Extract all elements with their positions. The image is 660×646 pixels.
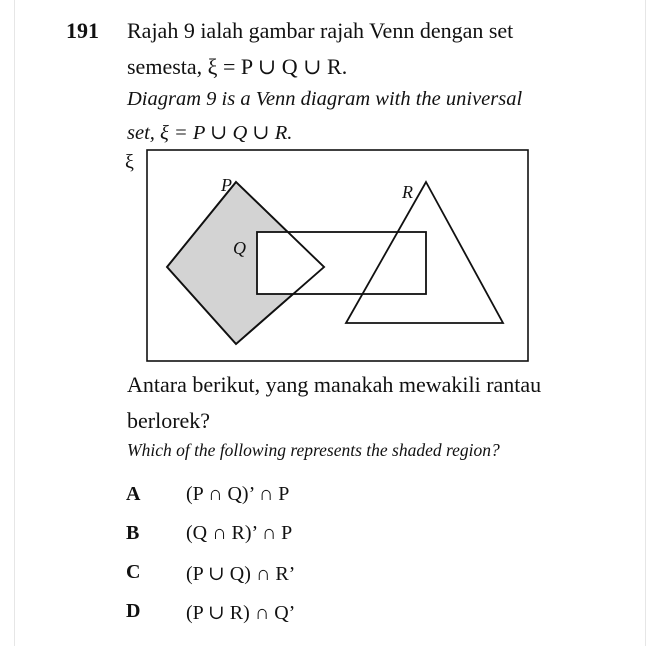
option-a-text[interactable]: (P ∩ Q)’ ∩ P <box>186 483 290 505</box>
question-number: 191 <box>66 18 99 43</box>
universal-set-label: ξ <box>125 151 134 173</box>
prompt-english: Which of the following represents the shaded region? <box>127 440 500 460</box>
option-d-letter[interactable]: D <box>126 600 141 622</box>
question-malay-line1: Rajah 9 ialah gambar rajah Venn dengan set <box>127 18 514 43</box>
set-r-label: R <box>402 182 413 202</box>
set-q-label: Q <box>233 238 246 258</box>
p-q-intersection-unshaded <box>257 232 426 294</box>
option-b-text[interactable]: (Q ∩ R)’ ∩ P <box>186 522 293 544</box>
prompt-malay-line1: Antara berikut, yang manakah mewakili rantau <box>127 372 542 397</box>
venn-diagram <box>122 146 532 368</box>
prompt-malay-line2: berlorek? <box>127 408 211 433</box>
option-a-letter[interactable]: A <box>126 483 141 505</box>
question-english-line1: Diagram 9 is a Venn diagram with the universal <box>127 88 523 110</box>
set-r-triangle <box>346 182 503 323</box>
option-b-letter[interactable]: B <box>126 522 140 544</box>
question-english-line2: set, ξ = P ∪ Q ∪ R. <box>127 122 293 144</box>
option-c-text[interactable]: (P ∪ Q) ∩ R’ <box>186 563 296 585</box>
question-malay-line2: semesta, ξ = P ∪ Q ∪ R. <box>127 54 348 79</box>
set-p-label: P <box>221 175 232 195</box>
option-c-letter[interactable]: C <box>126 561 141 583</box>
option-d-text[interactable]: (P ∪ R) ∩ Q’ <box>186 602 296 624</box>
